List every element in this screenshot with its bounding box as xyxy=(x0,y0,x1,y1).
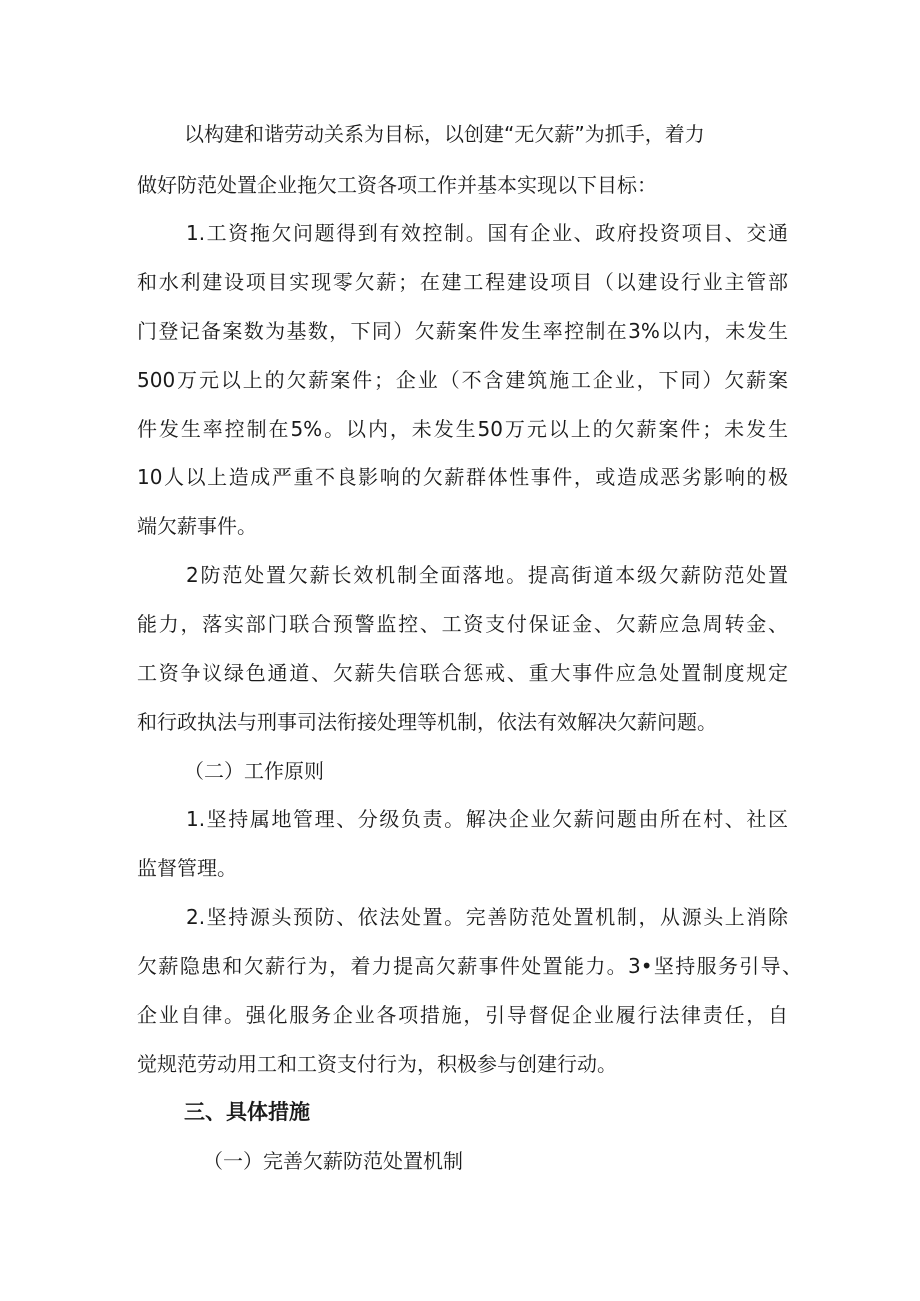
section-heading: （二）工作原则 xyxy=(184,759,324,783)
paragraph-line: 监督管理。 xyxy=(137,856,237,880)
paragraph-line: 欠薪隐患和欠薪行为，着力提高欠薪事件处置能力。3•坚持服务引导、 xyxy=(137,954,802,978)
paragraph-line: 工资争议绿色通道、欠薪失信联合惩戒、重大事件应急处置制度规定 xyxy=(137,661,788,685)
paragraph-line: 门登记备案数为基数，下同）欠薪案件发生率控制在3%以内，未发生 xyxy=(137,319,788,343)
subsection-heading: （一）完善欠薪防范处置机制 xyxy=(203,1149,463,1173)
paragraph-line: 和行政执法与刑事司法衔接处理等机制，依法有效解决欠薪问题。 xyxy=(137,710,717,734)
paragraph-line: 企业自律。强化服务企业各项措施，引导督促企业履行法律责任，自 xyxy=(137,1003,788,1027)
paragraph-line: 能力，落实部门联合预警监控、工资支付保证金、欠薪应急周转金、 xyxy=(137,612,788,636)
paragraph-line: 2.坚持源头预防、依法处置。完善防范处置机制，从源头上消除 xyxy=(186,905,788,929)
paragraph-line: 10人以上造成严重不良影响的欠薪群体性事件，或造成恶劣影响的极 xyxy=(137,465,788,489)
paragraph-line: 以构建和谐劳动关系为目标，以创建“无欠薪”为抓手，着力 xyxy=(184,122,705,146)
paragraph-line: 件发生率控制在5%。以内，未发生50万元以上的欠薪案件；未发生 xyxy=(137,417,788,441)
paragraph-line: 和水利建设项目实现零欠薪；在建工程建设项目（以建设行业主管部 xyxy=(137,270,788,294)
paragraph-line: 2防范处置欠薪长效机制全面落地。提高街道本级欠薪防范处置 xyxy=(186,563,788,587)
paragraph-line: 1.坚持属地管理、分级负责。解决企业欠薪问题由所在村、社区 xyxy=(186,807,788,831)
section-heading: 三、具体措施 xyxy=(184,1100,310,1124)
paragraph-line: 觉规范劳动用工和工资支付行为，积极参与创建行动。 xyxy=(137,1052,617,1076)
paragraph-line: 500万元以上的欠薪案件；企业（不含建筑施工企业，下同）欠薪案 xyxy=(137,368,788,392)
paragraph-line: 1.工资拖欠问题得到有效控制。国有企业、政府投资项目、交通 xyxy=(186,221,788,245)
paragraph-line: 做好防范处置企业拖欠工资各项工作并基本实现以下目标： xyxy=(137,173,657,197)
paragraph-line: 端欠薪事件。 xyxy=(137,514,257,538)
